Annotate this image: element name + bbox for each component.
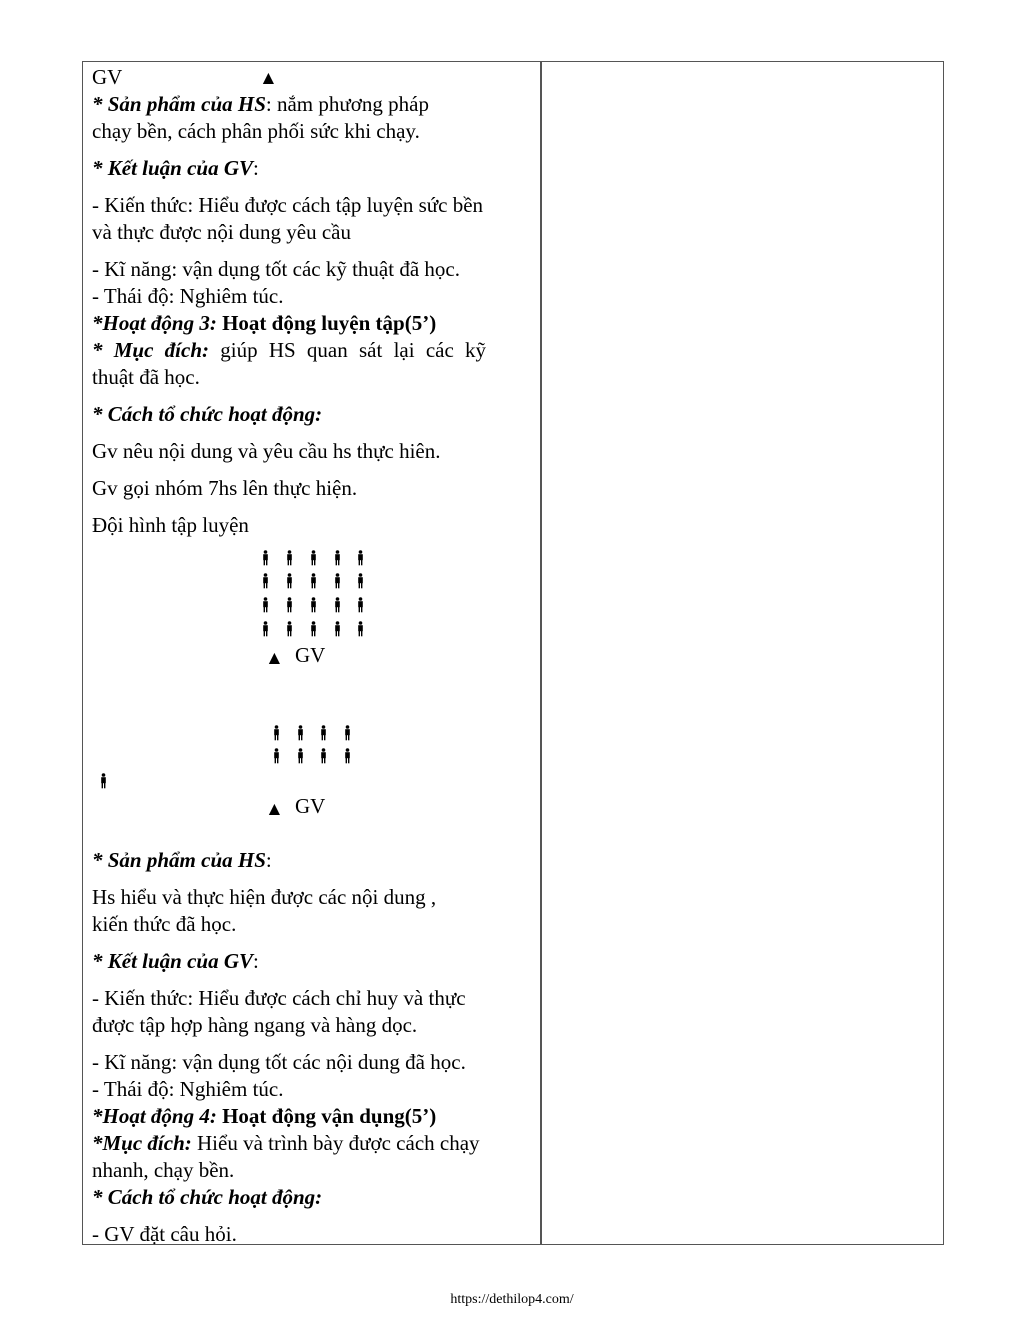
person-icon — [286, 621, 292, 637]
formation-title: Đội hình tập luyện — [92, 513, 249, 537]
person-icon — [286, 550, 292, 566]
purpose-line: * Mục đích: giúp HS quan sát lại các kỹ — [92, 338, 487, 362]
person-icon — [344, 748, 350, 764]
organize-heading: * Cách tổ chức hoạt động: — [92, 402, 323, 426]
teacher-triangle-icon: ▲ — [265, 799, 284, 820]
person-icon — [262, 573, 268, 589]
teacher-triangle-icon: ▲ — [259, 68, 278, 89]
organize-heading: * Cách tổ chức hoạt động: — [92, 1185, 323, 1209]
product-hs-line: * Sản phẩm của HS: nắm phương pháp — [92, 92, 429, 116]
person-icon — [357, 621, 363, 637]
text-line: Gv gọi nhóm 7hs lên thực hiện. — [92, 476, 358, 500]
person-icon — [310, 550, 316, 566]
person-icon — [310, 597, 316, 613]
conclusion-gv-heading: * Kết luận của GV: — [92, 949, 259, 973]
gv-label: GV — [92, 65, 123, 89]
person-icon — [286, 573, 292, 589]
text-line: được tập hợp hàng ngang và hàng dọc. — [92, 1013, 418, 1037]
column-divider — [540, 61, 542, 1245]
conclusion-gv-heading: * Kết luận của GV: — [92, 156, 259, 180]
person-icon — [262, 621, 268, 637]
person-icon — [310, 573, 316, 589]
person-icon — [273, 725, 279, 741]
text-line: thuật đã học. — [92, 365, 200, 389]
person-icon — [334, 597, 340, 613]
person-icon — [320, 748, 326, 764]
gv-label: GV — [295, 794, 326, 818]
text-line: - GV đặt câu hỏi. — [92, 1222, 237, 1246]
person-icon — [262, 597, 268, 613]
text-line: nhanh, chạy bền. — [92, 1158, 235, 1182]
text-line: - Kĩ năng: vận dụng tốt các nội dung đã học. — [92, 1050, 466, 1074]
person-icon — [357, 573, 363, 589]
text-line: - Kiến thức: Hiểu được cách tập luyện sức bền — [92, 193, 484, 217]
purpose-line: *Mục đích: Hiểu và trình bày được cách chạy — [92, 1131, 480, 1155]
person-icon — [357, 597, 363, 613]
person-icon — [344, 725, 350, 741]
text-line: - Thái độ: Nghiêm túc. — [92, 1077, 284, 1101]
gv-label: GV — [295, 643, 326, 667]
teacher-triangle-icon: ▲ — [265, 648, 284, 669]
text-line: kiến thức đã học. — [92, 912, 237, 936]
person-icon — [262, 550, 268, 566]
text-line: chạy bền, cách phân phối sức khi chạy. — [92, 119, 420, 143]
person-icon — [286, 597, 292, 613]
person-icon — [334, 621, 340, 637]
text-line: và thực được nội dung yêu cầu — [92, 220, 351, 244]
person-icon — [310, 621, 316, 637]
text-line: - Kiến thức: Hiểu được cách chỉ huy và thực — [92, 986, 466, 1010]
person-icon — [334, 550, 340, 566]
product-hs-heading: * Sản phẩm của HS: — [92, 848, 272, 872]
person-icon — [320, 725, 326, 741]
text-line: - Thái độ: Nghiêm túc. — [92, 284, 284, 308]
text-line: Gv nêu nội dung và yêu cầu hs thực hiên. — [92, 439, 441, 463]
activity-4-heading: *Hoạt động 4: Hoạt động vận dụng(5’) — [92, 1104, 437, 1128]
person-icon — [297, 725, 303, 741]
person-icon — [297, 748, 303, 764]
footer-url: https://dethilop4.com/ — [450, 1292, 574, 1307]
person-icon — [334, 573, 340, 589]
person-icon — [273, 748, 279, 764]
person-icon — [357, 550, 363, 566]
activity-3-heading: *Hoạt động 3: Hoạt động luyện tập(5’) — [92, 311, 437, 335]
text-line: - Kĩ năng: vận dụng tốt các kỹ thuật đã học. — [92, 257, 460, 281]
text-line: Hs hiểu và thực hiện được các nội dung , — [92, 885, 437, 909]
person-icon — [100, 773, 106, 789]
